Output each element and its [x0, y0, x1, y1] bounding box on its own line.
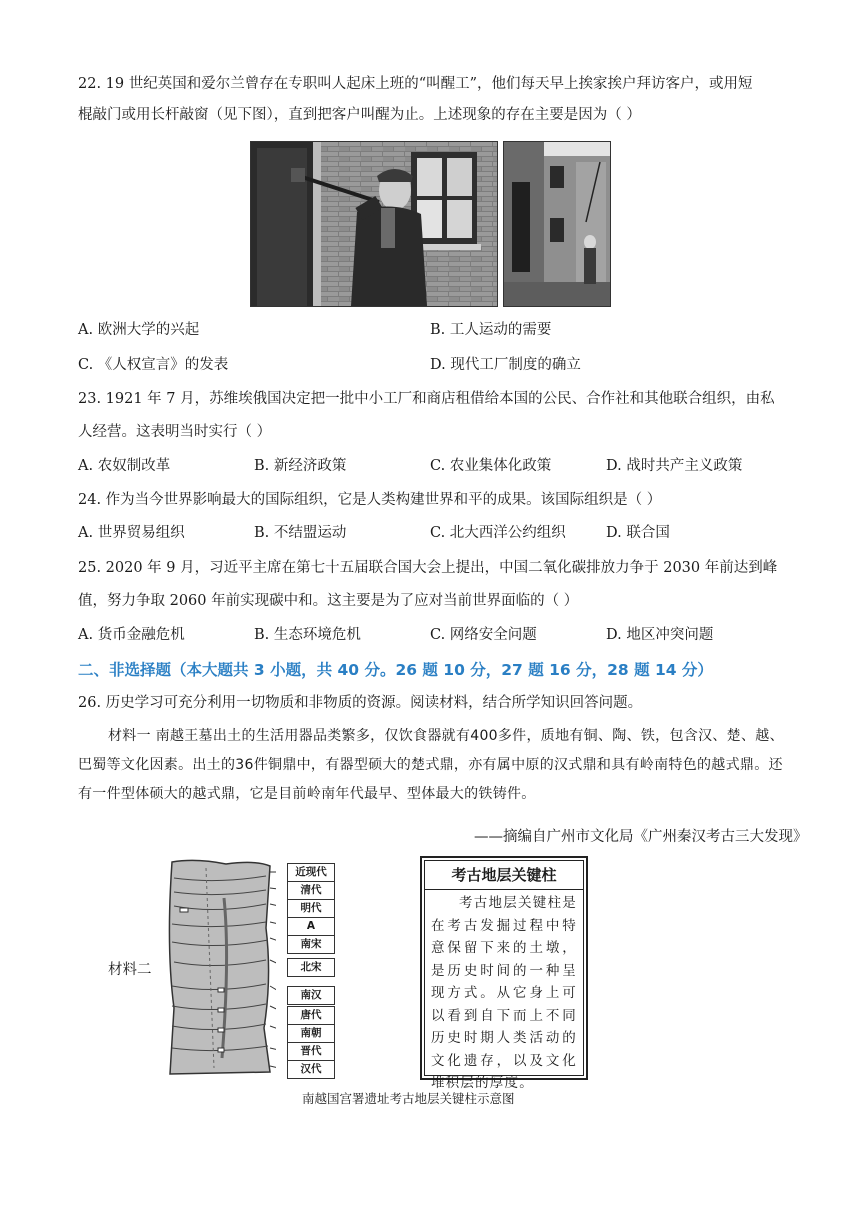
stratum-column-illustration: [166, 858, 276, 1078]
q26-intro: 26. 历史学习可充分利用一切物质和非物质的资源。阅读材料，结合所学知识回答问题。: [78, 695, 643, 711]
q23-stem-line2: 人经营。这表明当时实行（ ）: [78, 424, 272, 440]
q24-option-c[interactable]: C. 北大西洋公约组织: [430, 525, 566, 541]
stratum-label: 南汉: [287, 986, 335, 1005]
q24-option-b[interactable]: B. 不结盟运动: [254, 525, 347, 541]
q24-stem: 24. 作为当今世界影响最大的国际组织，它是人类构建世界和平的成果。该国际组织是（ ）: [78, 492, 662, 508]
section-heading: 二、非选择题（本大题共 3 小题，共 40 分。26 题 10 分，27 题 16 分，28 题 14 分）: [78, 661, 713, 679]
q22-stem-line1: 22. 19 世纪英国和爱尔兰曾存在专职叫人起床上班的“叫醒工”，他们每天早上挨家挨户拜访客户，或用短: [78, 76, 753, 92]
stratum-label: 唐代: [287, 1006, 335, 1025]
stratum-label: 清代: [287, 881, 335, 900]
q24-option-a[interactable]: A. 世界贸易组织: [78, 525, 185, 541]
knocker-up-door-photo: [250, 141, 498, 307]
figure-caption: 南越国宫署遗址考古地层关键柱示意图: [302, 1091, 515, 1106]
q22-stem-line2: 棍敲门或用长杆敲窗（见下图），直到把客户叫醒为止。上述现象的存在主要是因为（ ）: [78, 107, 641, 123]
q23-option-d[interactable]: D. 战时共产主义政策: [606, 458, 743, 474]
q25-option-b[interactable]: B. 生态环境危机: [254, 627, 361, 643]
q26-source: ——摘编自广州市文化局《广州秦汉考古三大发现》: [474, 829, 808, 845]
q26-material-one: 材料一 南越王墓出土的生活用器品类繁多，仅饮食器就有400多件，质地有铜、陶、铁，包含汉、楚、越、巴蜀等文化因素。出土的36件铜鼎中，有器型硕大的楚式鼎，亦有属中原的汉式鼎和具有岭南特色的越式鼎。还有一件型体硕大的越式鼎，它是目前岭南年代最早、型体最大的铁铸件。: [78, 728, 784, 802]
knocker-up-street-photo: [503, 141, 611, 307]
stratum-label: 近现代: [287, 863, 335, 882]
q24-option-d[interactable]: D. 联合国: [606, 525, 670, 541]
q22-option-a[interactable]: A. 欧洲大学的兴起: [78, 322, 200, 338]
stratum-label: 晋代: [287, 1042, 335, 1061]
q25-option-a[interactable]: A. 货币金融危机: [78, 627, 185, 643]
q25-stem-line2: 值，努力争取 2060 年前实现碳中和。这主要是为了应对当前世界面临的（ ）: [78, 593, 579, 609]
box-text: 考古地层关键柱是在考古发掘过程中特意保留下来的土墩，是历史时间的一种呈现方式。从它身上可以看到自下而上不同历史时期人类活动的文化遗存，以及文化堆积层的厚度。: [431, 895, 577, 1091]
q23-option-c[interactable]: C. 农业集体化政策: [430, 458, 552, 474]
q23-option-a[interactable]: A. 农奴制改革: [78, 458, 171, 474]
box-title: 考古地层关键柱: [425, 861, 583, 890]
stratum-label: A: [287, 917, 335, 936]
stratum-label: 南朝: [287, 1024, 335, 1043]
q23-option-b[interactable]: B. 新经济政策: [254, 458, 347, 474]
q25-option-c[interactable]: C. 网络安全问题: [430, 627, 537, 643]
material-two-label: 材料二: [108, 962, 152, 978]
q25-stem-line1: 25. 2020 年 9 月，习近平主席在第七十五届联合国大会上提出，中国二氧化碳排放力争于 2030 年前达到峰: [78, 560, 778, 576]
q22-option-c[interactable]: C. 《人权宣言》的发表: [78, 357, 229, 373]
stratum-label: 南宋: [287, 935, 335, 954]
stratum-label: 汉代: [287, 1060, 335, 1079]
key-column-explanation-box: [420, 856, 588, 1091]
stratum-label: 北宋: [287, 958, 335, 977]
stratum-label: 明代: [287, 899, 335, 918]
q22-option-d[interactable]: D. 现代工厂制度的确立: [430, 357, 581, 373]
q25-option-d[interactable]: D. 地区冲突问题: [606, 627, 714, 643]
q23-stem-line1: 23. 1921 年 7 月，苏维埃俄国决定把一批中小工厂和商店租借给本国的公民、合作社和其他联合组织，由私: [78, 391, 775, 407]
q22-option-b[interactable]: B. 工人运动的需要: [430, 322, 552, 338]
